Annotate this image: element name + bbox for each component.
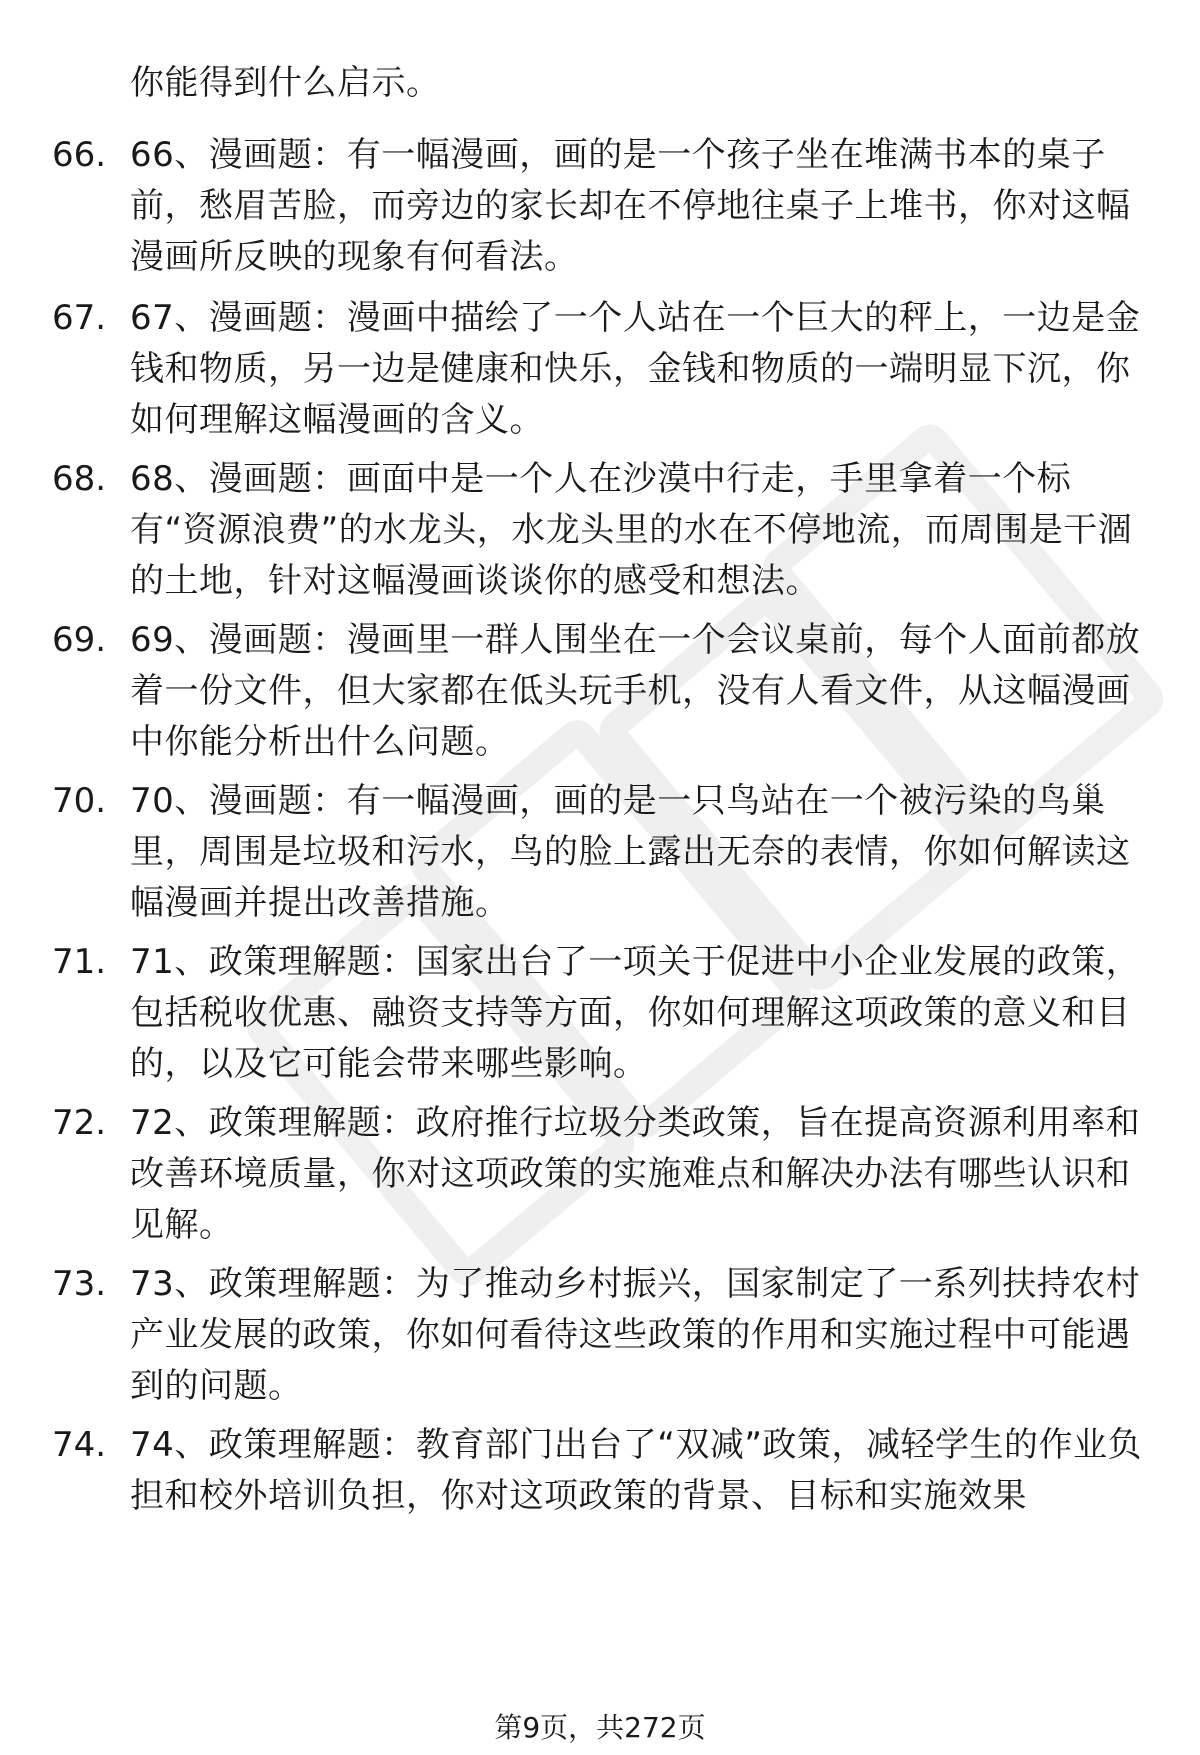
question-number: 66. (52, 135, 107, 175)
question-number: 70. (52, 781, 107, 821)
question-text: 72、政策理解题：政府推行垃圾分类政策，旨在提高资源利用率和改善环境质量，你对这项政策的实施难点和解决办法有哪些认识和见解。 (130, 1103, 1141, 1245)
question-number: 68. (52, 459, 107, 499)
question-text: 71、政策理解题：国家出台了一项关于促进中小企业发展的政策，包括税收优惠、融资支持等方面，你如何理解这项政策的意义和目的，以及它可能会带来哪些影响。 (130, 942, 1141, 1084)
question-number: 69. (52, 620, 107, 660)
question-text: 66、漫画题：有一幅漫画，画的是一个孩子坐在堆满书本的桌子前，愁眉苦脸，而旁边的家长却在不停地往桌子上堆书，你对这幅漫画所反映的现象有何看法。 (130, 135, 1131, 277)
question-text: 74、政策理解题：教育部门出台了“双减”政策，减轻学生的作业负担和校外培训负担，你对这项政策的背景、目标和实施效果 (130, 1425, 1142, 1516)
question-number: 74. (52, 1425, 107, 1465)
question-number: 73. (52, 1264, 107, 1304)
question-text: 68、漫画题：画面中是一个人在沙漠中行走，手里拿着一个标有“资源浪费”的水龙头，水龙头里的水在不停地流，而周围是干涸的土地，针对这幅漫画谈谈你的感受和想法。 (130, 459, 1133, 601)
question-text: 73、政策理解题：为了推动乡村振兴，国家制定了一系列扶持农村产业发展的政策，你如何看待这些政策的作用和实施过程中可能遇到的问题。 (130, 1264, 1141, 1406)
question-text: 69、漫画题：漫画里一群人围坐在一个会议桌前，每个人面前都放着一份文件，但大家都在低头玩手机，没有人看文件，从这幅漫画中你能分析出什么问题。 (130, 620, 1141, 762)
page-footer: 第9页，共272页 (494, 1711, 706, 1744)
question-number: 72. (52, 1103, 107, 1143)
question-text: 67、漫画题：漫画中描绘了一个人站在一个巨大的秤上，一边是金钱和物质，另一边是健康和快乐，金钱和物质的一端明显下沉，你如何理解这幅漫画的含义。 (130, 298, 1141, 440)
question-text: 70、漫画题：有一幅漫画，画的是一只鸟站在一个被污染的鸟巢里，周围是垃圾和污水，鸟的脸上露出无奈的表情，你如何解读这幅漫画并提出改善措施。 (130, 781, 1131, 923)
question-number: 71. (52, 942, 107, 982)
continuation-text: 你能得到什么启示。 (130, 63, 441, 103)
question-number: 67. (52, 298, 107, 338)
